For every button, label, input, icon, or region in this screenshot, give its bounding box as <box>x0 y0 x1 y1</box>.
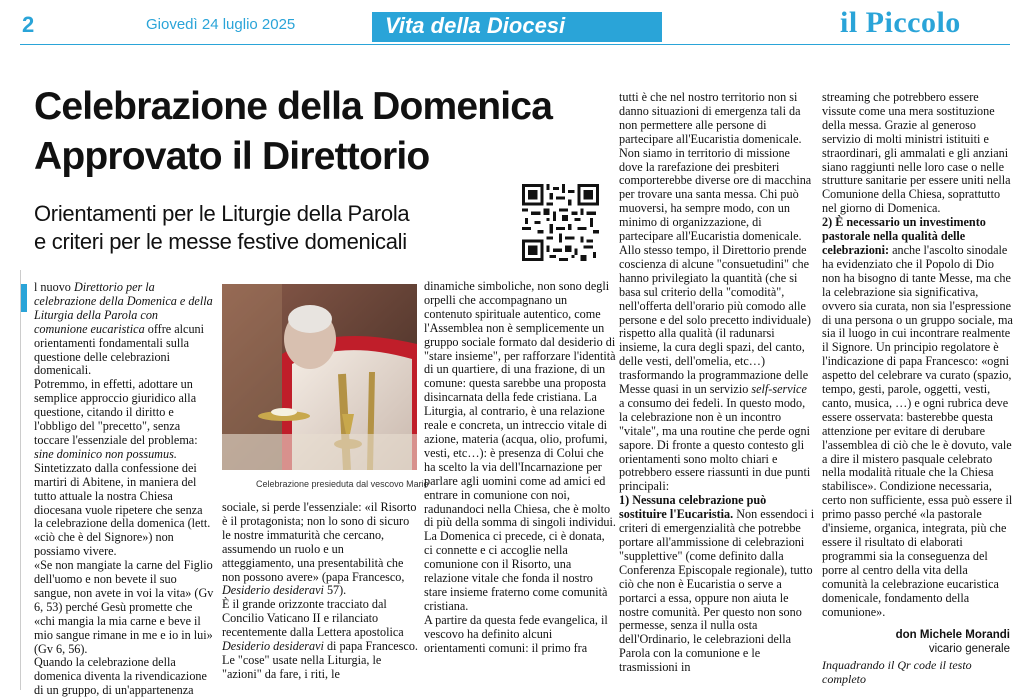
text-run: anche l'ascolto sinodale ha evidenziato che il Popolo di Dio non ha bisogno di tante Messe, ma che la celebrazione sia significativa, ovvero sia curata, non sia l'espressione di una persona o un gruppo sociale, ma sia il luogo in cui incontrare realmente il Signore. Un principio regolatore è l'indicazione di papa Francesco: «ogni aspetto del celebrare va curato (spazio, tempo, gesti, parole, oggetti, vesti, canto, musica, …) e ogni rubrica deve essere osservata: basterebbe questa attenzione per evitare di derubare l'assemblea di ciò che le è dovuto, vale a dire il mistero pasquale celebrato nella modalità rituale che la Chiesa stabilisce». Condizione necessaria, certo non sufficiente, essa può essere il primo passo perché «la pastorale d'insieme, organica, integrata, più che essere il risultato di elaborati programmi sia la conseguenza del porre al centro della vita della comunità la celebrazione eucaristica domenicale, fondamento della comunione». <box>822 242 1013 619</box>
text-column-4 <box>619 91 815 675</box>
text-run: 57). <box>323 583 347 598</box>
text-run: a consumo dei fedeli. In questo modo, la celebrazione non è un incontro "vitale", ma una routine che perde ogni sapore. Di fronte a questo contesto gli orientamenti sono molto chiari e potrebbero essere riassunti in due punti principali: <box>619 395 811 494</box>
italic-text: sine dominico non possumus. <box>34 446 177 461</box>
text-column-3 <box>424 280 616 655</box>
paragraph <box>822 216 1014 619</box>
celebration-photo <box>222 284 417 470</box>
signature-name: don Michele Morandi <box>895 629 1010 641</box>
signature <box>822 628 1010 656</box>
article-subtitle <box>34 200 514 256</box>
text-run: Potremmo, in effetti, adottare un semplice approccio giuridico alla questione, citando il diritto e l'obbligo del "precetto", senza toccare l'essenziale del problema: <box>34 377 198 447</box>
header-divider <box>20 44 1010 45</box>
text-run: l nuovo <box>34 280 74 294</box>
subtitle-line-1: Orientamenti per le Liturgie della Parola <box>34 201 410 226</box>
text-column-2 <box>222 501 418 682</box>
paragraph <box>619 494 815 675</box>
italic-text: self-service <box>751 382 807 397</box>
title-line-2: Approvato il Direttorio <box>34 135 430 178</box>
paragraph: A partire da questa fede evangelica, il vescovo ha definito alcuni orientamenti comuni: il primo fra <box>424 612 608 655</box>
paragraph <box>222 598 418 681</box>
qr-code-icon[interactable] <box>522 184 599 261</box>
text-run: di papa Francesco. Le "cose" usate nella Liturgia, le "azioni" da fare, i riti, le <box>222 639 418 681</box>
text-column-1 <box>34 281 214 698</box>
dropcap-accent <box>21 284 27 312</box>
italic-text: Desiderio desideravi <box>222 639 324 654</box>
subtitle-line-2: e criteri per le messe festive domenicali <box>34 229 407 254</box>
text-run: tutti è che nel nostro territorio non si danno situazioni di emergenza tali da non permettere alle persone di partecipare all'Eucaristia domenicale. Non siamo in territorio di missione dove la rarefazione dei presbiteri comporterebbe diverse ore di macchina per trovare una santa messa. Chi può muoversi, ha sempre modo, con un minimo di organizzazione, di partecipare all'Eucaristia domenicale. Allo stesso tempo, il Direttorio prende coscienza di alcune "consuetudini" che hanno privilegiato la quantità (che si basa sul criterio della "comodità", nell'offerta dell'orario più comodo alle persone e del solo precetto individuale) rispetto alla qualità (il radunarsi insieme, la cura degli spazi, del canto, delle vesti, dell'omelia, etc…) trasformando la programmazione delle Messe quasi in un servizio <box>619 90 812 397</box>
newspaper-logo: il Piccolo <box>840 6 961 39</box>
paragraph: dinamiche simboliche, non sono degli orpelli che accompagnano un contenuto spirituale autentico, come l'Assemblea non è semplicemente un gruppo sociale formato dal desiderio di "stare insieme", per rafforzare l'identità di un quartiere, di una frazione, di un comune: questa sarebbe una proposta disincarnata della fede cristiana. La Liturgia, al contrario, è una relazione reale e concreta, un intreccio vitale di azione, materia (acqua, olio, profumi, vesti, etc…): è presenza di Colui che ha scelto la via dell'Incarnazione per parlare agli uomini come ad amici ed entrare in comunione con noi, radunandoci nella Chiesa, che è molto di più della somma di singoli individui. <box>424 279 616 530</box>
signature-role: vicario generale <box>928 643 1010 655</box>
column-rule <box>20 270 21 690</box>
bold-text: 1) Nessuna celebrazione può sostituire l'Eucaristia. <box>619 493 767 522</box>
paragraph <box>34 378 214 559</box>
paragraph: streaming che potrebbero essere vissute come una mera sostituzione della messa. Grazie al generoso servizio di molti ministri istituiti e straordinari, gli ammalati e gli anziani siano raggiunti nelle loro case o nelle strutture sanitarie per essere uniti nella Comunione della Chiesa, soprattutto nel giorno di Domenica. <box>822 90 1011 216</box>
italic-text: Direttorio per la celebrazione della Domenica e della Liturgia della Parola con comunione eucaristica <box>34 280 213 336</box>
page-number: 2 <box>22 12 35 37</box>
text-run: offre alcuni orientamenti fondamentali sulla questione delle celebrazioni domenicali. <box>34 321 205 378</box>
photo-caption: Celebrazione presieduta dal vescovo Mario <box>256 479 429 489</box>
qr-note: Inquadrando il Qr code il testo completo <box>822 658 972 686</box>
italic-text: Desiderio desideravi <box>222 583 324 598</box>
article-title <box>34 82 594 182</box>
section-title: Vita della Diocesi <box>385 13 566 38</box>
paragraph <box>619 91 815 494</box>
text-column-5 <box>822 91 1014 619</box>
text-run: Sintetizzato dalla confessione dei martiri di Abitene, in maniera del tutto attuale la nostra Chiesa diocesana vuole ripetere che senza la celebrazione della domenica (lett. «ciò che è del Signore») non possiamo vivere. <box>34 460 211 559</box>
paragraph: «Se non mangiate la carne del Figlio dell'uomo e non bevete il suo sangue, non avete in voi la vita» (Gv 6, 53) perché Gesù promette che «chi mangia la mia carne e beve il mio sangue rimane in me e io in lui» (Gv 6, 56). <box>34 558 214 656</box>
paragraph <box>222 501 418 598</box>
paragraph: Quando la celebrazione della domenica diventa la rivendicazione di un gruppo, di un'appartenenza <box>34 655 207 698</box>
paragraph <box>34 281 214 378</box>
text-run: È il grande orizzonte tracciato dal Concilio Vaticano II e rilanciato recentemente dalla Lettera apostolica <box>222 597 404 640</box>
issue-date: Giovedì 24 luglio 2025 <box>146 16 296 33</box>
text-run: Non essendoci i criteri di emergenzialità che potrebbe portare all'ammissione di celebrazioni "supplettive" (come definito dalla Conferenza Episcopale regionale), tutto ciò che non è Eucaristia o serve a portarci a essa, oppure non aiuta le nostre comunità. Per questo non sono permesse, senza il nulla osta dell'Ordinario, le celebrazioni della Parola con la comunione e le trasmissioni in <box>619 507 815 675</box>
paragraph: La Domenica ci precede, ci è donata, ci connette e ci accoglie nella comunione con il Risorto, una relazione vitale che fonda il nostro stare insieme fraterno come comunità cristiana. <box>424 529 608 613</box>
text-run: sociale, si perde l'essenziale: «il Risorto è il protagonista; non lo sono di sicuro le nostre immaturità che cercano, assumendo un ruolo e un atteggiamento, una presentabilità che non possono avere» (papa Francesco, <box>222 500 417 584</box>
title-line-1: Celebrazione della Domenica <box>34 85 553 128</box>
bold-text: 2) È necessario un investimento pastorale nella qualità delle celebrazioni: <box>822 215 986 257</box>
